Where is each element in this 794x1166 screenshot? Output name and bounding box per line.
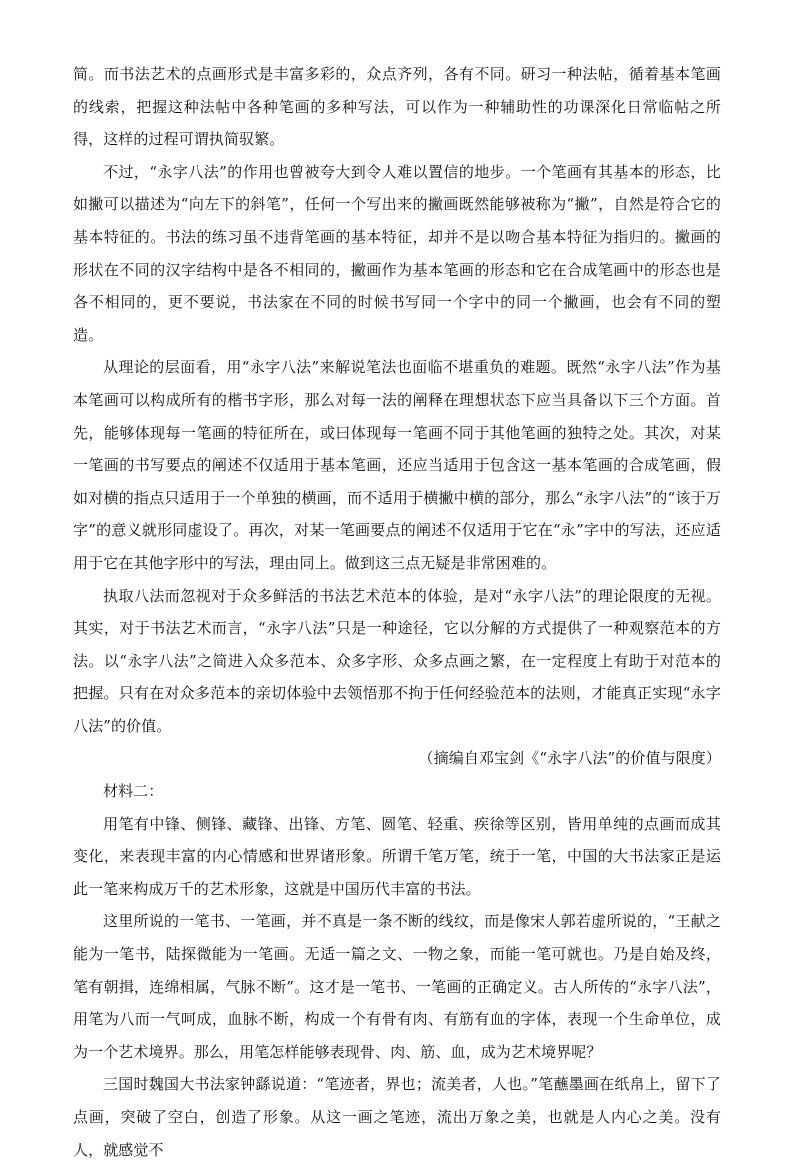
paragraph-7: 三国时魏国大书法家钟繇说道：“笔迹者，界也；流美者，人也。”笔蘸墨画在纸帛上，留下了点画，突破了空白，创造了形象。从这一画之笔迹，流出万象之美，也就是人内心之美。没有人，就感觉不: [73, 1075, 721, 1159]
material-heading: 材料二：: [103, 782, 164, 801]
document-body: [73, 58, 721, 1166]
paragraph-3: 从理论的层面看，用“永字八法”来解说笔法也面临不堪重负的难题。既然“永字八法”作为基本笔画可以构成所有的楷书字形，那么对每一法的阐释在理想状态下应当具备以下三个方面。首先，能够体现每一笔画的特征所在，或曰体现每一笔画不同于其他笔画的独特之处。其次，对某一笔画的书写要点的阐述不仅适用于基本笔画，还应当适用于包含这一基本笔画的合成笔画，假如对横的指点只适用于一个单独的横画，而不适用于横撇中横的部分，那么“永字八法”的“该于万字”的意义就形同虚设了。再次，对某一笔画要点的阐述不仅适用于它在“永”字中的写法，还应适用于它在其他字形中的写法，理由同上。做到这三点无疑是非常困难的。: [73, 358, 721, 572]
paragraph-6: 这里所说的一笔书、一笔画，并不真是一条不断的线纹，而是像宋人郭若虚所说的，“王献之能为一笔书，陆探微能为一笔画。无适一篇之文、一物之象，而能一笔可就也。乃是自始及终，笔有朝揖，连绵相属，气脉不断”。这才是一笔书、一笔画的正确定义。古人所传的“永字八法”，用笔为八而一气呵成，血脉不断，构成一个有骨有肉、有筋有血的字体，表现一个生命单位，成为一个艺术境界。那么，用笔怎样能够表现骨、肉、筋、血，成为艺术境界呢？: [73, 912, 721, 1061]
paragraph-2: 不过，“永字八法”的作用也曾被夸大到令人难以置信的地步。一个笔画有其基本的形态，比如撇可以描述为“向左下的斜笔”，任何一个写出来的撇画既然能够被称为“撇”，自然是符合它的基本特征的。书法的练习虽不违背笔画的基本特征，却并不是以吻合基本特征为指归的。撇画的形状在不同的汉字结构中是各不相同的，撇画作为基本笔画的形态和它在合成笔画中的形态也是各不相同的，更不要说，书法家在不同的时候书写同一个字中的同一个撇画，也会有不同的塑造。: [73, 162, 721, 344]
paragraph-5: 用笔有中锋、侧锋、藏锋、出锋、方笔、圆笔、轻重、疾徐等区别，皆用单纯的点画而成其变化，来表现丰富的内心情感和世界诸形象。所谓千笔万笔，统于一笔，中国的大书法家正是运此一笔来构成万千的艺术形象，这就是中国历代丰富的书法。: [73, 814, 721, 898]
paragraph-1: 简。而书法艺术的点画形式是丰富多彩的，众点齐列，各有不同。研习一种法帖，循着基本笔画的线索，把握这种法帖中各种笔画的多种写法，可以作为一种辅助性的功课深化日常临帖之所得，这样的过程可谓执简驭繁。: [73, 65, 721, 149]
source-citation: （摘编自邓宝剑《“永字八法”的价值与限度）: [418, 749, 721, 768]
paragraph-4: 执取八法而忽视对于众多鲜活的书法艺术范本的体验，是对“永字八法”的理论限度的无视。其实，对于书法艺术而言，“永字八法”只是一种途径，它以分解的方式提供了一种观察范本的方法。以“永字八法”之简进入众多范本、众多字形、众多点画之繁，在一定程度上有助于对范本的把握。只有在对众多范本的亲切体验中去领悟那不拘于任何经验范本的法则，才能真正实现“永字八法”的价值。: [73, 586, 721, 735]
